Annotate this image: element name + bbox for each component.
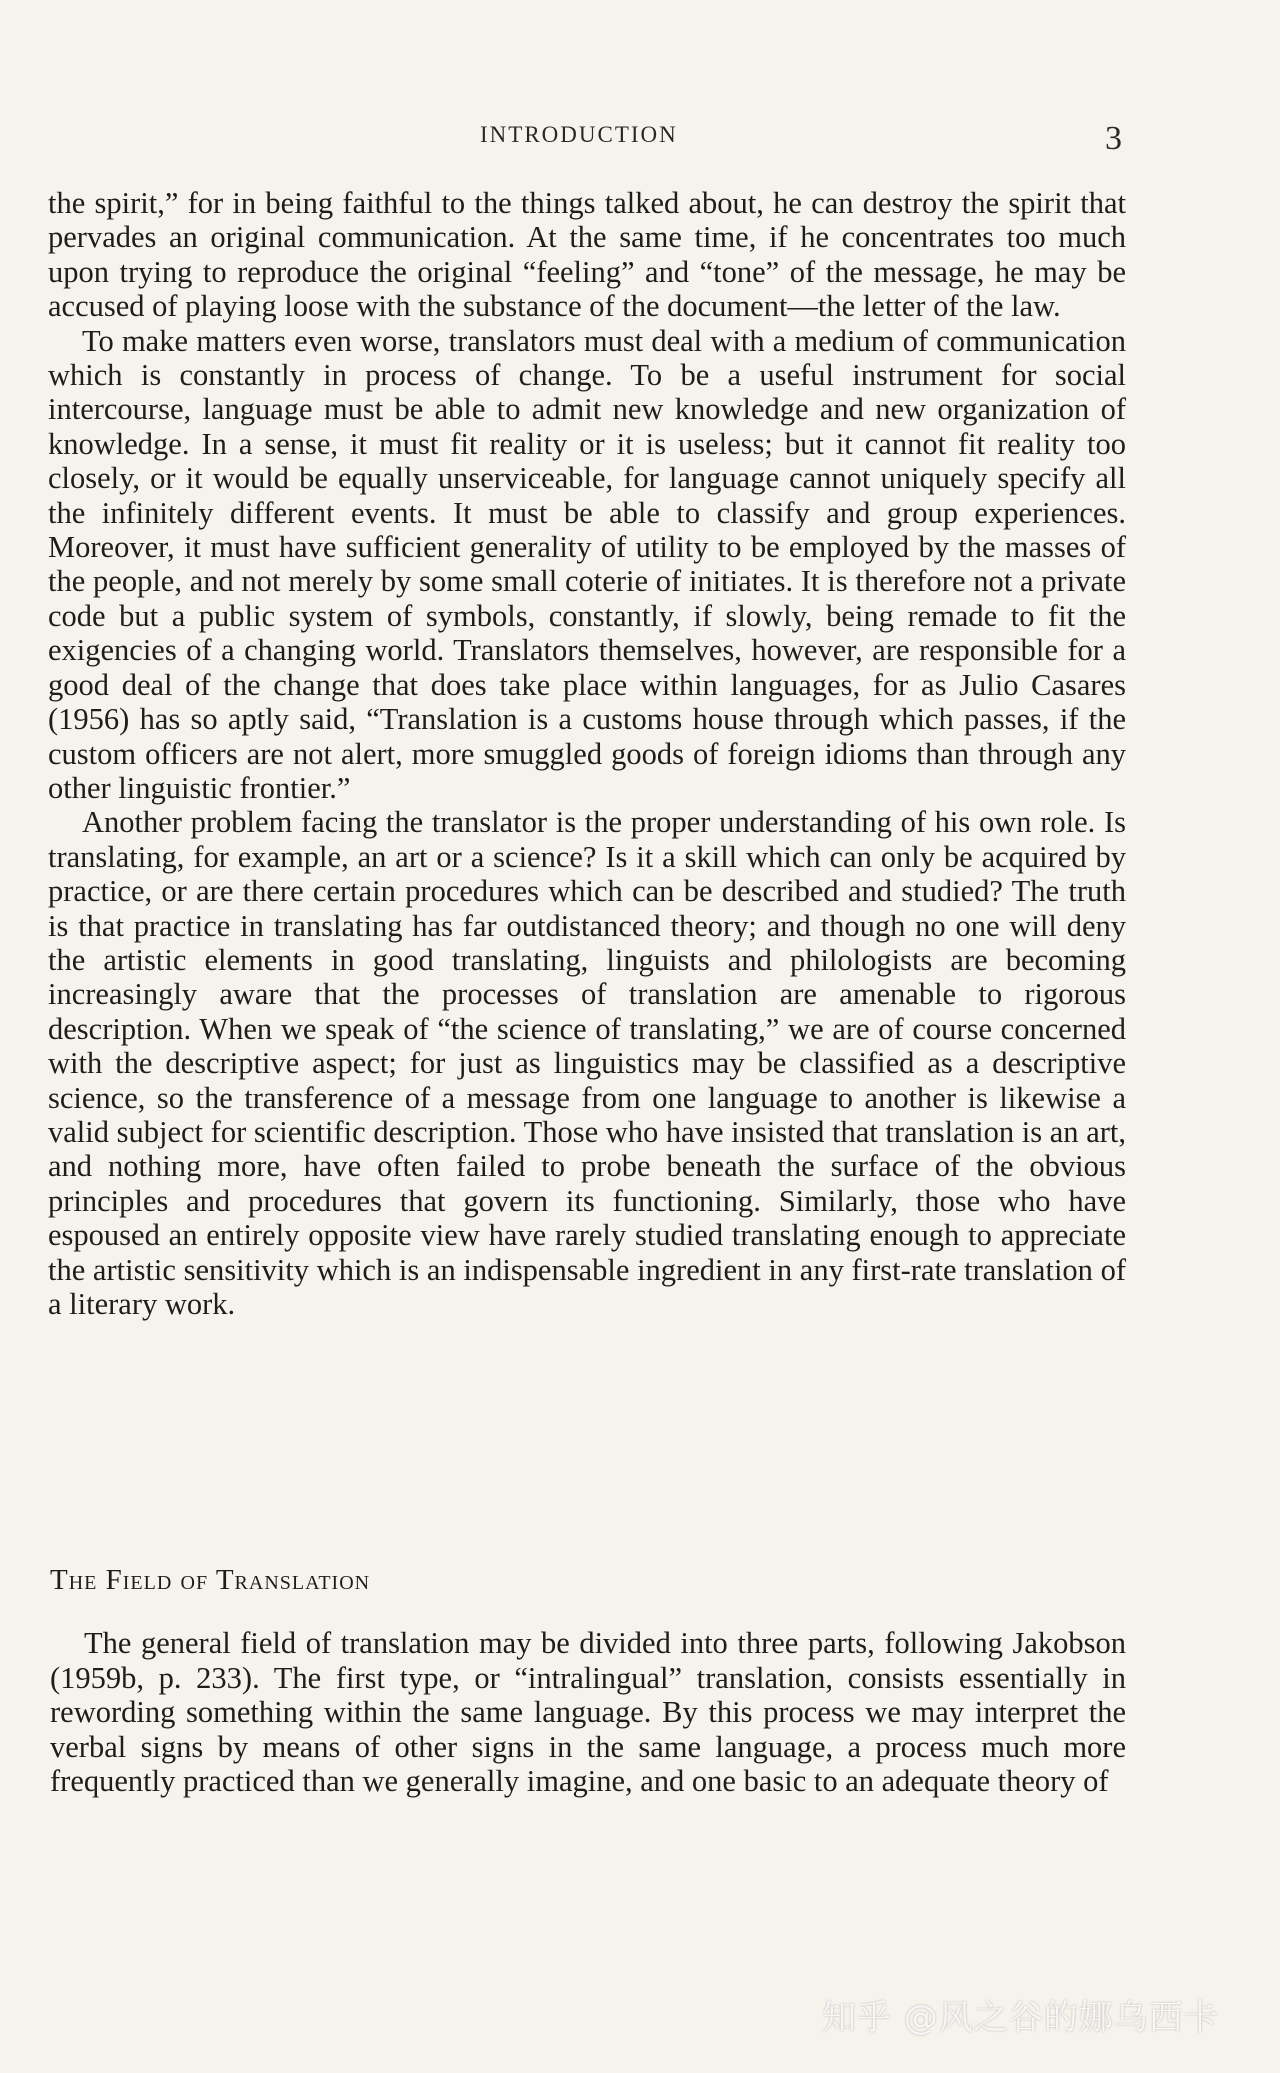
page-number: 3	[1105, 120, 1122, 157]
watermark: 知乎 @风之谷的娜乌西卡	[822, 1998, 1219, 2038]
section-heading: The Field of Translation	[50, 1564, 371, 1596]
paragraph-field-of-translation: The general field of translation may be divided into three parts, following Jakobson (1959b, p. 233). The first type, or “intralingual” translation, consists essentially in rewording something within the same language. By this process we may interpret the verbal signs by means of other signs in the same language, a process much more frequently practiced than we generally imagine, and one basic to an adequate theory of	[50, 1626, 1126, 1799]
paragraph-medium-of-communication: To make matters even worse, translators must deal with a medium of communication which is constantly in process of change. To be a useful instrument for social intercourse, language must be able to admit new knowledge and new organization of knowledge. In a sense, it must fit reality or it is useless; but it cannot fit reality too closely, or it would be equally unserviceable, for language cannot uniquely specify all the infinitely different events. It must be able to classify and group experiences. Moreover, it must have sufficient generality of utility to be employed by the masses of the people, and not merely by some small coterie of initiates. It is therefore not a private code but a public system of symbols, constantly, if slowly, being remade to fit the exigencies of a changing world. Translators themselves, however, are responsible for a good deal of the change that does take place within languages, for as Julio Casares (1956) has so aptly said, “Translation is a customs house through which passes, if the custom officers are not alert, more smuggled goods of foreign idioms than through any other linguistic frontier.”	[48, 323, 1126, 805]
paragraph-translator-role: Another problem facing the translator is the proper understanding of his own role. Is translating, for example, an art or a science? Is it a skill which can only be acquired by practice, or are there certain procedures which can be described and studied? The truth is that practice in translating has far outdistanced theory; and though no one will deny the artistic elements in good translating, linguists and philologists are becoming increasingly aware that the processes of translation are amenable to rigorous description. When we speak of “the science of translating,” we are of course concerned with the descriptive aspect; for just as linguistics may be classified as a descriptive science, so the transference of a message from one language to another is likewise a valid subject for scientific description. Those who have insisted that translation is an art, and nothing more, have often failed to probe beneath the surface of the obvious principles and procedures that govern its functioning. Similarly, those who have espoused an entirely opposite view have rarely studied translating enough to appreciate the artistic sensitivity which is an indispensable ingredient in any first-rate translation of a literary work.	[48, 805, 1126, 1321]
section-text	[50, 1626, 1126, 1799]
running-head: INTRODUCTION	[480, 122, 678, 147]
body-text	[48, 186, 1126, 1321]
paragraph-continued: the spirit,” for in being faithful to the things talked about, he can destroy the spirit that pervades an original communication. At the same time, if he concentrates too much upon trying to reproduce the original “feeling” and “tone” of the message, he may be accused of playing loose with the substance of the document—the letter of the law.	[48, 186, 1126, 324]
